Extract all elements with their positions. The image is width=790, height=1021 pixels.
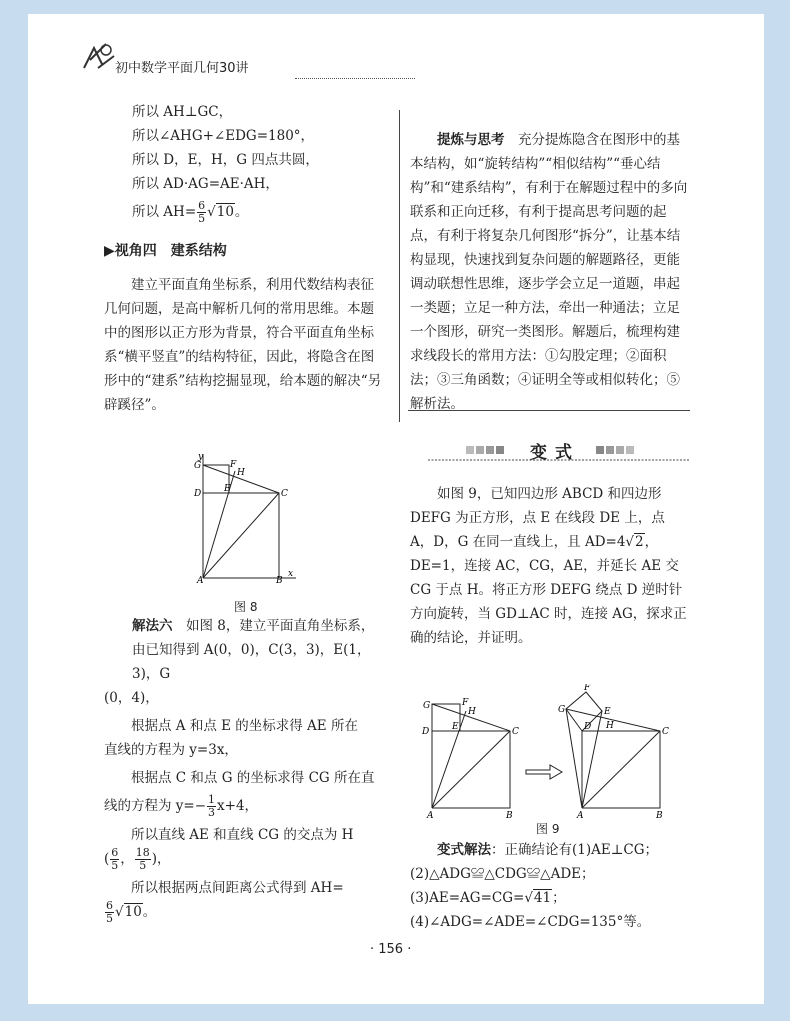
text-line: 所以 D，E，H，G 四点共圆， [132, 152, 319, 168]
transform-arrow-icon [526, 765, 562, 779]
variant-heading [428, 440, 690, 464]
text-span: x+4， [217, 798, 259, 814]
fraction [135, 847, 151, 872]
fraction [197, 200, 206, 225]
text-span: ，DE=1，连接 AC，CG，AE，并延长 AE 交 CG 于点 H。将正方形 DEFG 绕点 D 逆时针方向旋转，当 GD⊥AC 时，连接 AG，探求正确的结论，并证明。 [410, 534, 687, 646]
column-divider [399, 110, 400, 422]
figure-9 [418, 684, 686, 820]
left-column [104, 100, 386, 417]
label-y: y [198, 452, 204, 462]
label-d: D [422, 727, 430, 737]
header-rule [295, 78, 415, 79]
label-b: B [506, 811, 513, 820]
text-span: ( [104, 851, 110, 867]
cg-equation [104, 794, 386, 819]
h-coordinates [104, 847, 386, 872]
solution-six [104, 614, 386, 925]
label-h: H [468, 707, 476, 717]
final-result: $\frac{6}{5}$ √10。 [106, 899, 157, 925]
label-d: D [194, 489, 202, 499]
segment-ac-right [582, 731, 660, 808]
denominator: 3 [208, 806, 216, 819]
radicand: 2 [635, 534, 644, 550]
text-line: 由已知得到 A(0，0)，C(3，3)，E(1，3)，G [132, 642, 371, 682]
label-c: C [281, 489, 288, 499]
segment-ac [203, 493, 279, 578]
series-logo-icon [80, 38, 120, 78]
fraction [110, 847, 119, 872]
denominator: 5 [198, 212, 206, 225]
label-c: C [512, 727, 519, 737]
label-e: E [224, 484, 231, 494]
numerator: 6 [198, 199, 206, 212]
figure-8 [188, 450, 298, 585]
fraction [105, 900, 114, 925]
text-line: 所以∠AHG+∠EDG=180°， [132, 128, 315, 144]
denominator: 5 [106, 912, 113, 925]
solution-label: 解法六 [132, 618, 173, 634]
text-span: 线的方程为 y=− [104, 798, 207, 814]
label-h: H [237, 468, 245, 478]
variant-solution-label: 变式解法 [437, 842, 491, 858]
text-line: 所以直线 AE 和直线 CG 的交点为 H [131, 827, 354, 843]
radicand: 10 [216, 204, 234, 220]
label-x: x [288, 569, 294, 579]
text-line: 所以 AD·AG=AE·AH， [132, 176, 279, 192]
label-b2: B [656, 811, 663, 820]
text-span: 。 [142, 904, 157, 920]
ah-result: 所以 AH= $\frac{6}{5}$ √10。 [132, 199, 249, 225]
text-span: ；(4)∠ADG=∠ADE=∠CDG=135°等。 [410, 890, 651, 930]
text-line: 根据点 C 和点 G 的坐标求得 CG 所在直 [131, 770, 375, 786]
text-line: 根据点 A 和点 E 的坐标求得 AE 所在 [131, 718, 358, 734]
text-span: 。 [234, 204, 249, 220]
text-line: 直线的方程为 y=3x， [104, 742, 238, 758]
text-line: (0，4)， [104, 690, 159, 706]
think-box [410, 128, 688, 416]
variant-solution: 变式解法：正确结论有(1)AE⊥CG；(2)△ADG≌△CDG≌△ADE；(3)AE=AG=CG=√41；(4)∠ADG=∠ADE=∠CDG=135°等。 [410, 842, 659, 930]
numerator: 6 [106, 899, 113, 912]
numerator: 18 [135, 846, 150, 859]
denominator: 5 [139, 859, 147, 872]
segment-ag-right [566, 709, 582, 808]
text-line: 所以根据两点间距离公式得到 AH= [131, 880, 344, 896]
header-title: 初中数学平面几何30讲 [115, 61, 249, 76]
label-a: A [427, 811, 434, 820]
label-h2: H [606, 721, 614, 731]
label-d2: D [584, 722, 592, 732]
page-number: · 156 · [370, 942, 412, 957]
fraction [207, 794, 216, 819]
label-a: A [197, 576, 204, 585]
segment-ah-left [432, 711, 466, 808]
text-line: 所以 AH⊥GC， [132, 104, 233, 120]
think-text: 充分提炼隐含在图形中的基本结构，如“旋转结构”“相似结构”“垂心结构”和“建系结构”，有利于在解题过程中的多向联系和正向迁移，有利于提高思考问题的起点，有利于将复杂几何图形“拆分”，让基本结构显现，快速找到复杂问题的解题路径，更能调动联想性思维，逐步学会立足一道题，串起一类题；立足一种方法，牵出一种通法；立足一个图形，研究一类图形。解题后，梳理构建求线段长的常用方法：①勾股定理；②面积法；③三角函数；④证明全等或相似转化；⑤解析法。 [410, 132, 688, 412]
label-a2: A [577, 811, 584, 820]
text-span: 如图 8，建立平面直角坐标系， [186, 618, 375, 634]
label-c2: C [662, 727, 669, 737]
variant-title: 变式 [530, 443, 580, 463]
label-b: B [276, 576, 283, 585]
denominator: 5 [111, 859, 119, 872]
section-title: ▶视角四 建系结构 [104, 243, 227, 259]
page-header [80, 34, 680, 84]
segment-ac-left [432, 731, 510, 808]
variant-problem: 如图 9，已知四边形 ABCD 和四边形 DEFG 为正方形，点 E 在线段 DE 上，点 A，D，G 在同一直线上，且 AD=4√2，DE=1，连接 AC，CG，AE，并延长 AE 交 CG 于点 H。将正方形 DEFG 绕点 D 逆时针方向旋转，当 GD⊥AC 时，连接 AG，探求正确的结论，并证明。 [410, 486, 687, 646]
label-f: F [462, 698, 469, 708]
numerator: 6 [111, 846, 119, 859]
label-f: F [230, 460, 237, 470]
label-f2: F [584, 684, 591, 693]
numerator: 1 [208, 793, 216, 806]
label-g: G [423, 701, 431, 711]
label-e2: E [604, 707, 611, 717]
radicand: 10 [124, 904, 142, 920]
label-e: E [452, 722, 459, 732]
think-label: 提炼与思考 [437, 132, 505, 148]
text-span: 如图 9，已知四边形 ABCD 和四边形 DEFG 为正方形，点 E 在线段 DE 上，点 A，D，G 在同一直线上，且 AD=4 [410, 486, 665, 550]
text-span: ：正确结论有(1)AE⊥CG；(2)△ADG≌△CDG≌△ADE；(3)AE=AG=CG= [410, 842, 659, 906]
label-g: G [194, 461, 202, 471]
figure-9-caption: 图 9 [536, 822, 560, 836]
figure-8-caption: 图 8 [234, 600, 258, 614]
text-span: 所以 AH= [132, 204, 197, 220]
radicand: 41 [533, 890, 552, 906]
section-paragraph: 建立平面直角坐标系，利用代数结构表征几何问题，是高中解析几何的常用思维。本题中的图形以正方形为背景，符合平面直角坐标系“横平竖直”的结构特征，因此，将隐含在图形中的“建系”结构挖掘显现，给本题的解决“另辟蹊径”。 [104, 277, 382, 413]
text-span: )， [151, 851, 171, 867]
text-span: ， [120, 851, 134, 867]
label-g2: G [558, 705, 566, 715]
